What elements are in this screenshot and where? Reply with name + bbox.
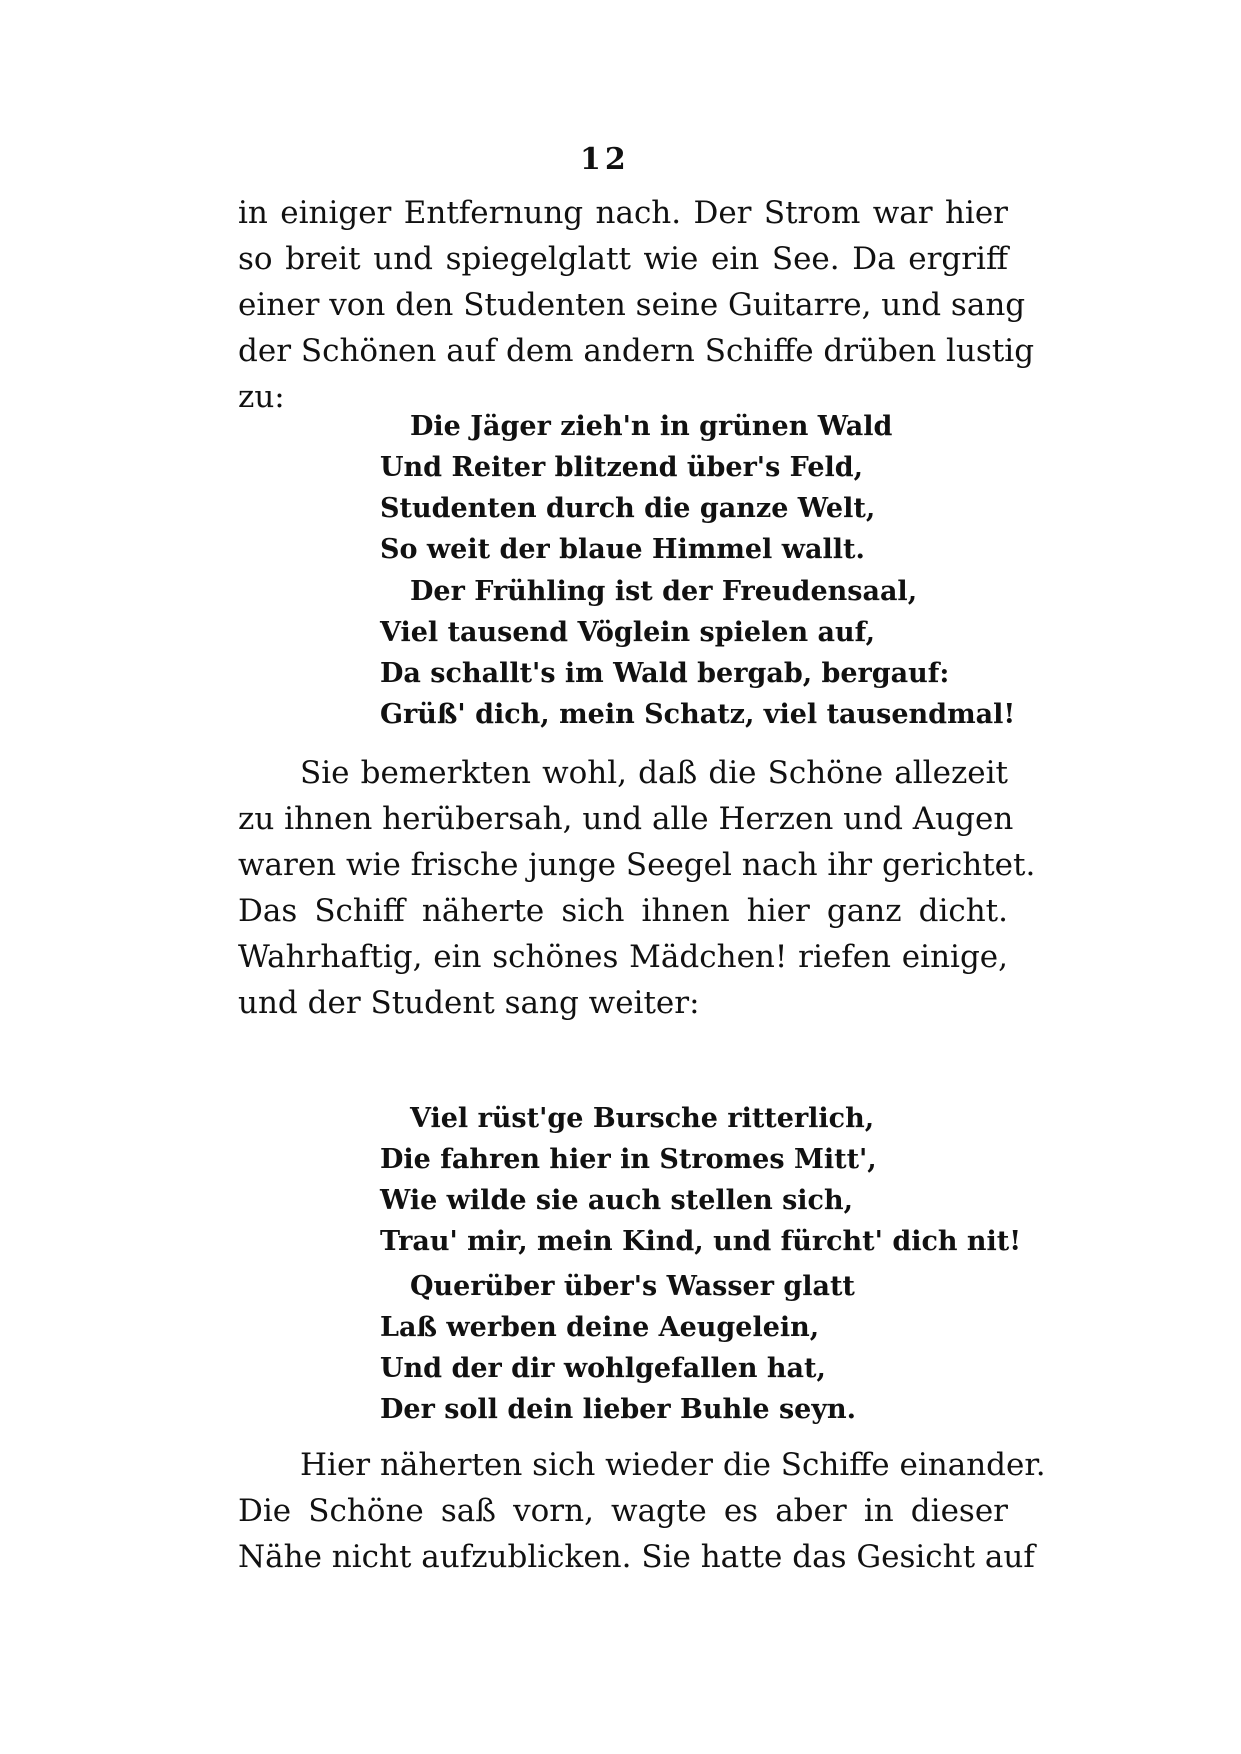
paragraph-2	[238, 750, 1036, 1026]
paragraph-line: zu ihnen herübersah, und alle Herzen und Augen	[238, 801, 1014, 837]
verse-line: Da schallt's im Wald bergab, bergauf:	[380, 658, 950, 689]
verse-line: Viel rüst'ge Bursche ritterlich,	[410, 1103, 875, 1134]
song-1-stanza-2	[380, 571, 1016, 735]
verse-line: Der soll dein lieber Buhle seyn.	[380, 1394, 857, 1425]
verse-line: Die Jäger zieh'n in grünen Wald	[410, 411, 893, 442]
verse-line: Laß werben deine Aeugelein,	[380, 1312, 820, 1343]
verse-line: Und der dir wohlgefallen hat,	[380, 1353, 826, 1384]
paragraph-line: Das Schiff näherte sich ihnen hier ganz dicht.	[238, 893, 1008, 929]
paragraph-line: und der Student sang weiter:	[238, 985, 700, 1021]
verse-line: Studenten durch die ganze Welt,	[380, 493, 876, 524]
verse-line: Trau' mir, mein Kind, und fürcht' dich nit!	[380, 1226, 1022, 1257]
verse-line: Und Reiter blitzend über's Feld,	[380, 452, 864, 483]
page-number: 12	[580, 142, 630, 177]
song-1-stanza-1	[380, 406, 1000, 570]
paragraph-line: in einiger Entfernung nach. Der Strom war hier	[238, 195, 1008, 231]
song-2-stanza-1	[380, 1098, 1022, 1262]
paragraph-line: Sie bemerkten wohl, daß die Schöne allezeit	[300, 755, 1008, 791]
paragraph-line: einer von den Studenten seine Guitarre, und sang	[238, 287, 1026, 323]
paragraph-line: Hier näherten sich wieder die Schiffe einander.	[300, 1447, 1046, 1483]
paragraph-line: Nähe nicht aufzublicken. Sie hatte das Gesicht auf	[238, 1539, 1035, 1575]
paragraph-line: zu:	[238, 379, 285, 415]
paragraph-line: Die Schöne saß vorn, wagte es aber in dieser	[238, 1493, 1008, 1529]
paragraph-3	[238, 1442, 1046, 1580]
verse-line: Querüber über's Wasser glatt	[410, 1271, 855, 1302]
verse-line: Die fahren hier in Stromes Mitt',	[380, 1144, 877, 1175]
verse-line: Wie wilde sie auch stellen sich,	[380, 1185, 854, 1216]
verse-line: So weit der blaue Himmel wallt.	[380, 534, 865, 565]
song-2-stanza-2	[380, 1266, 1000, 1430]
verse-line: Grüß' dich, mein Schatz, viel tausendmal!	[380, 699, 1016, 730]
verse-line: Viel tausend Vöglein spielen auf,	[380, 617, 876, 648]
paragraph-line: der Schönen auf dem andern Schiffe drüben lustig	[238, 333, 1035, 369]
verse-line: Der Frühling ist der Freudensaal,	[410, 576, 918, 607]
paragraph-line: so breit und spiegelglatt wie ein See. Da ergriff	[238, 241, 1008, 277]
paragraph-1	[238, 190, 1035, 420]
paragraph-line: waren wie frische junge Seegel nach ihr gerichtet.	[238, 847, 1036, 883]
paragraph-line: Wahrhaftig, ein schönes Mädchen! riefen einige,	[238, 939, 1008, 975]
